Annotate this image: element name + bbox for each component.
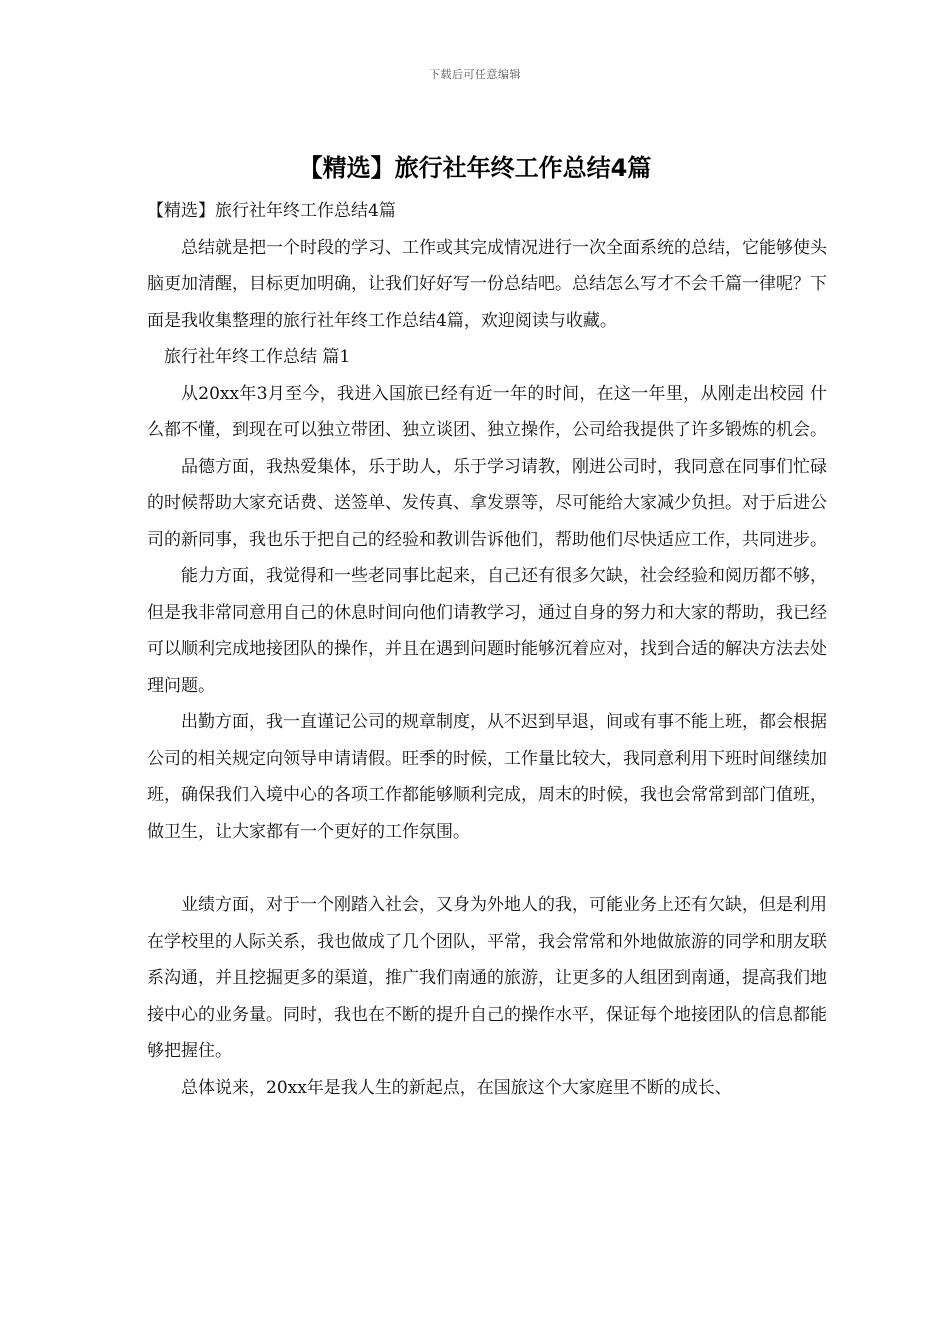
paragraph: 出勤方面，我一直谨记公司的规章制度，从不迟到早退，间或有事不能上班，都会根据公司的相关规定向领导申请请假。旺季的时候，工作量比较大，我同意利用下班时间继续加班，确保我们入境中心的各项工作都能够顺利完成，周末的时候，我也会常常到部门值班，做卫生，让大家都有一个更好的工作氛围。 (147, 712, 827, 842)
paragraph: 从20xx年3月至今，我进入国旅已经有近一年的时间，在这一年里，从刚走出校园 什么都不懂，到现在可以独立带团、独立谈团、独立操作，公司给我提供了许多锻炼的机会。 (147, 383, 827, 440)
document-body (147, 193, 827, 1106)
paragraph: 品德方面，我热爱集体，乐于助人，乐于学习请教，刚进公司时，我同意在同事们忙碌的时候帮助大家充话费、送签单、发传真、拿发票等，尽可能给大家减少负担。对于后进公司的新同事，我也乐于把自己的经验和教训告诉他们，帮助他们尽快适应工作，共同进步。 (147, 456, 827, 550)
paragraph: 业绩方面，对于一个刚踏入社会，又身为外地人的我，可能业务上还有欠缺，但是利用在学校里的人际关系，我也做成了几个团队，平常，我会常常和外地做旅游的同学和朋友联系沟通，并且挖掘更多的渠道，推广我们南通的旅游，让更多的人组团到南通，提高我们地接中心的业务量。同时，我也在不断的提升自己的操作水平，保证每个地接团队的信息都能够把握住。 (147, 895, 827, 1061)
paragraph-subtitle: 【精选】旅行社年终工作总结4篇 (147, 201, 396, 221)
paragraph: 能力方面，我觉得和一些老同事比起来，自己还有很多欠缺，社会经验和阅历都不够，但是我非常同意用自己的休息时间向他们请教学习，通过自身的努力和大家的帮助，我已经可以顺利完成地接团队的操作，并且在遇到问题时能够沉着应对，找到合适的解决方法去处理问题。 (147, 566, 827, 696)
header-note: 下载后可任意编辑 (429, 68, 521, 81)
document-title: 【精选】旅行社年终工作总结4篇 (298, 154, 652, 182)
section-heading: 旅行社年终工作总结 篇1 (164, 347, 351, 367)
paragraph: 总体说来，20xx年是我人生的新起点，在国旅这个大家庭里不断的成长、 (181, 1077, 732, 1098)
paragraph-intro: 总结就是把一个时段的学习、工作或其完成情况进行一次全面系统的总结，它能够使头脑更加清醒，目标更加明确，让我们好好写一份总结吧。总结怎么写才不会千篇一律呢？下面是我收集整理的旅行社年终工作总结4篇，欢迎阅读与收藏。 (147, 237, 827, 331)
